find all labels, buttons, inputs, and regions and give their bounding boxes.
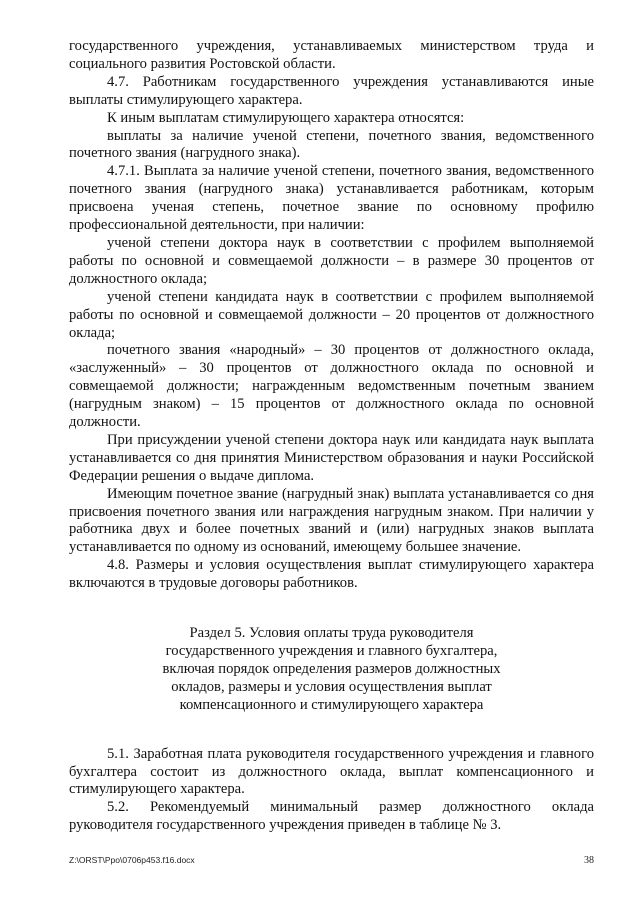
paragraph: 5.2. Рекомендуемый минимальный размер должностного оклада руководителя государственного учреждения приведен в таблице № 3.: [69, 799, 594, 834]
section-heading-line: окладов, размеры и условия осуществления выплат: [171, 678, 492, 695]
section-heading-line: компенсационного и стимулирующего характера: [179, 696, 484, 713]
section-heading-line: Раздел 5. Условия оплаты труда руководителя: [189, 625, 474, 642]
section-heading-line: государственного учреждения и главного бухгалтера,: [165, 643, 498, 659]
footer-file-path: Z:\ORST\Ppo\0706p453.f16.docx: [69, 855, 195, 865]
paragraph: К иным выплатам стимулирующего характера относятся:: [107, 109, 465, 126]
document-body: [69, 38, 594, 835]
paragraph: 4.7. Работникам государственного учреждения устанавливаются иные выплаты стимулирующего характера.: [69, 73, 594, 108]
paragraph: государственного учреждения, устанавливаемых министерством труда и социального развития Ростовской области.: [69, 38, 594, 72]
paragraph: ученой степени кандидата наук в соответствии с профилем выполняемой работы по основной и совмещаемой должности – 20 процентов от должностного оклада;: [69, 288, 594, 341]
paragraph: почетного звания «народный» – 30 процентов от должностного оклада, «заслуженный» – 30 процентов от должностного оклада по основной и совмещаемой должности; награжденным ведомственным почетным званием (нагрудным знаком) – 15 процентов от должностного оклада по основной должности.: [69, 342, 594, 431]
paragraph: Имеющим почетное звание (нагрудный знак) выплата устанавливается со дня присвоения почетного звания или награждения нагрудным знаком. При наличии у работника двух и более почетных званий и (или) нагрудных знаков выплата устанавливается по одному из оснований, имеющему большее значение.: [69, 485, 594, 556]
section-heading: [117, 625, 547, 715]
paragraph: 4.8. Размеры и условия осуществления выплат стимулирующего характера включаются в трудовые договоры работников.: [69, 557, 594, 592]
paragraph: ученой степени доктора наук в соответствии с профилем выполняемой работы по основной и совмещаемой должности – в размере 30 процентов от должностного оклада;: [69, 234, 594, 287]
paragraph: 5.1. Заработная плата руководителя государственного учреждения и главного бухгалтера состоит из должностного оклада, выплат компенсационного и стимулирующего характера.: [69, 745, 594, 798]
section-heading-line: включая порядок определения размеров должностных: [162, 660, 501, 677]
paragraph: выплаты за наличие ученой степени, почетного звания, ведомственного почетного звания (нагрудного знака).: [69, 127, 594, 162]
footer-page-number: 38: [584, 855, 594, 866]
paragraph: 4.7.1. Выплата за наличие ученой степени, почетного звания, ведомственного почетного звания (нагрудного знака) устанавливается работникам, которым присвоена ученая степень, почетное звание по основному профилю профессиональной деятельности, при наличии:: [69, 163, 594, 234]
paragraph: При присуждении ученой степени доктора наук или кандидата наук выплата устанавливается со дня принятия Министерством образования и науки Российской Федерации решения о выдаче диплома.: [69, 431, 594, 484]
